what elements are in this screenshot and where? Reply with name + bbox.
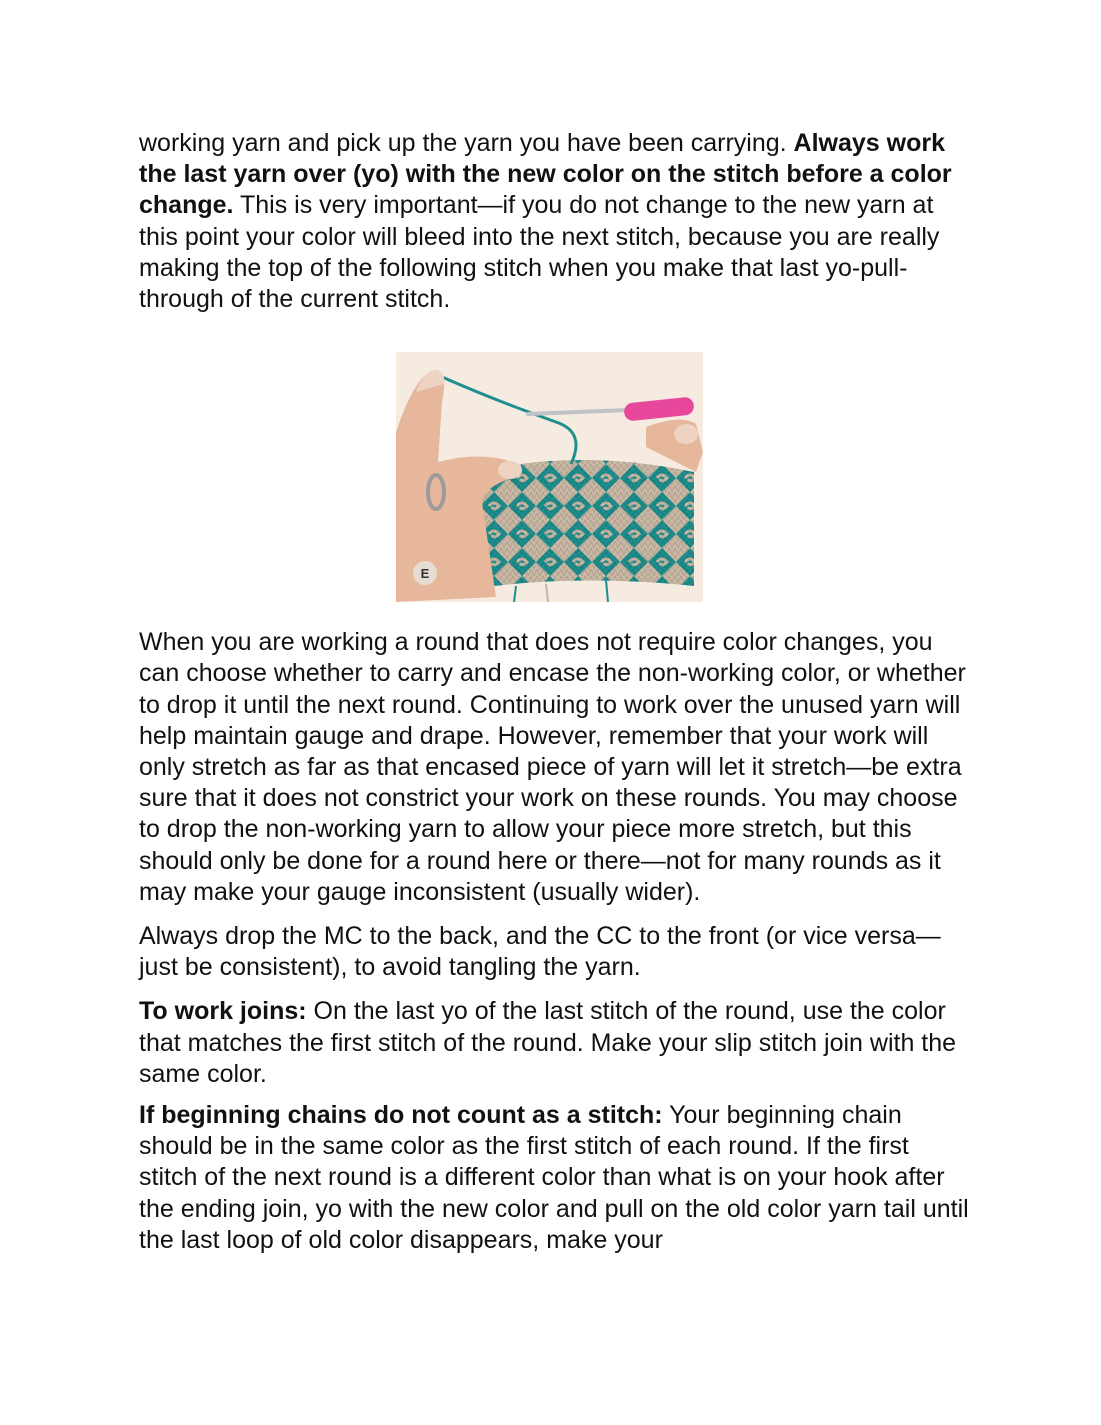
crochet-photo — [396, 352, 703, 602]
paragraph-working-round: When you are working a round that does not require color changes, you can choose whether to carry and encase the non-working color, or whether to drop it until the next round. Continuing to work over the unused yarn will help maintain gauge and drape. However, remember that your work will only stretch as far as that encased piece of yarn will let it stretch—be extra sure that it does not constrict your work on these rounds. You may choose to drop the non-working yarn to allow your piece more stretch, but this should only be done for a round here or there—not for many rounds as it may make your gauge inconsistent (usually wider). — [139, 628, 966, 906]
figure-label: E — [420, 566, 430, 582]
paragraph-joins — [139, 996, 969, 1090]
paragraph-beginning-chains — [139, 1100, 969, 1256]
paragraph-text: This is very important—if you do not change to the new yarn at this point your color will bleed into the next stitch, because you are really making the top of the following stitch when you make that last yo-pull-through of the current stitch. — [139, 191, 940, 314]
paragraph-drop-yarn: Always drop the MC to the back, and the CC to the front (or vice versa—just be consistent), to avoid tangling the yarn. — [139, 922, 941, 982]
paragraph-color-change — [139, 128, 969, 315]
paragraph-heading: To work joins: — [139, 997, 307, 1026]
paragraph-heading: If beginning chains do not count as a stitch: — [139, 1101, 663, 1130]
paragraph-bold-instruction: Always work the last yarn over (yo) with the new color on the stitch before a color change. — [139, 129, 952, 220]
document-page — [139, 128, 969, 1256]
paragraph-text: On the last yo of the last stitch of the round, use the color that matches the first stitch of the round. Make your slip stitch join with the same color. — [139, 997, 957, 1088]
paragraph-text: working yarn and pick up the yarn you have been carrying. — [139, 129, 794, 157]
paragraph-text: Your beginning chain should be in the same color as the first stitch of each round. If the first stitch of the next round is a different color than what is on your hook after the ending join, yo with the new color and pull on the old color yarn tail until the last loop of old color disappears, make your — [139, 1101, 969, 1254]
crochet-illustration — [396, 352, 703, 602]
figure-container — [139, 352, 969, 604]
